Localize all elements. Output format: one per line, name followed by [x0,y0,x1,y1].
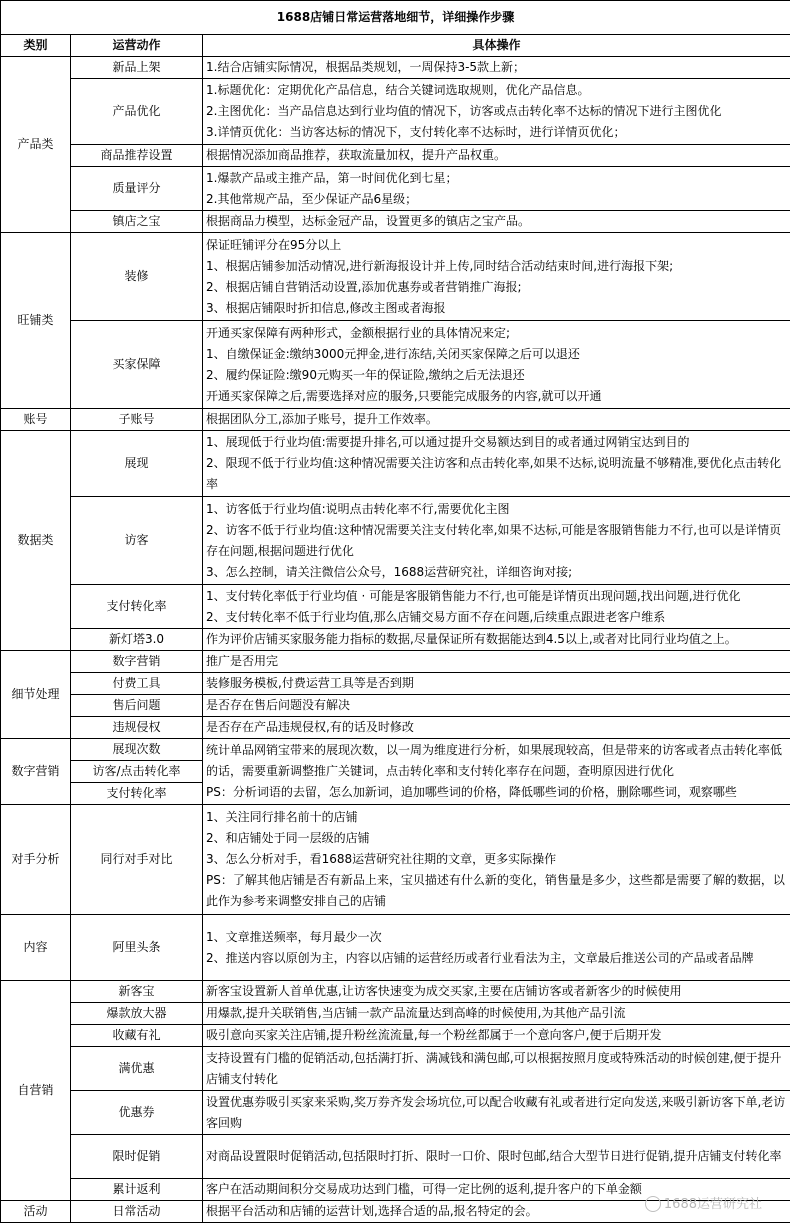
detail-line: 开通买家保障之后,需要选择对应的服务,只要能完成服务的内容,就可以开通 [206,388,602,403]
table-row [1,233,790,321]
category-cell: 自营销 [1,981,71,1201]
category-cell: 旺铺类 [1,233,71,409]
detail-line: 3、怎么分析对手，看1688运营研究社往期的文章，更多实际操作 [206,852,557,866]
detail-cell [203,233,790,321]
detail-cell [203,1025,790,1047]
watermark [645,1193,762,1213]
detail-cell [203,497,790,585]
category-cell: 产品类 [1,57,71,233]
detail-line: 用爆款,提升关联销售,当店铺一款产品流量达到高峰的时候使用,为其他产品引流 [206,1006,626,1020]
table-row [1,629,790,651]
detail-line: 2、履约保证险:缴90元购买一年的保证险,缴纳之后无法退还 [206,367,525,382]
action-cell: 优惠券 [71,1091,203,1135]
detail-line: 根据商品力模型，达标金冠产品，设置更多的镇店之宝产品。 [206,214,531,228]
action-cell: 爆款放大器 [71,1003,203,1025]
detail-line: 对商品设置限时促销活动,包括限时打折、限时一口价、限时包邮,结合大型节日进行促销,提升店铺支付转化率 [206,1149,782,1163]
action-cell: 镇店之宝 [71,211,203,233]
detail-line: 是否存在产品违规侵权,有的话及时修改 [206,720,414,734]
action-cell: 付费工具 [71,673,203,695]
table-row [1,145,790,167]
detail-line: 1.爆款产品或主推产品，第一时间优化到七星； [206,170,458,185]
watermark-text: 1688运营研究社 [663,1196,762,1212]
detail-line: 2、推送内容以原创为主，内容以店铺的运营经历或者行业看法为主，文章最后推送公司的产品或者品牌 [206,950,754,965]
action-cell: 同行对手对比 [71,805,203,915]
title-row [1,1,790,35]
detail-line: 根据团队分工,添加子账号，提升工作效率。 [206,412,438,426]
detail-line: 1、访客低于行业均值:说明点击转化率不行,需要优化主图 [206,501,510,516]
table-row [1,57,790,79]
table-row [1,1025,790,1047]
detail-line: 3、根据店铺限时折扣信息,修改主图或者海报 [206,300,446,315]
table-row [1,981,790,1003]
action-cell: 支付转化率 [71,585,203,629]
detail-cell [203,629,790,651]
table-row [1,585,790,629]
detail-line: 1、支付转化率低于行业均值 · 可能是客服销售能力不行,也可能是详情页出现问题,找出问题,进行优化 [206,588,741,603]
detail-line: 3、怎么控制，请关注微信公众号，1688运营研究社，详细咨询对接; [206,564,573,579]
category-cell: 账号 [1,409,71,431]
table-row [1,651,790,673]
detail-line: PS：分析词语的去留，怎么加新词，追加哪些词的价格，降低哪些词的价格，删除哪些词，观察哪些 [206,785,737,799]
detail-line: 3.详情页优化：当访客达标的情况下，支付转化率不达标时，进行详情页优化； [206,125,626,139]
action-cell: 商品推荐设置 [71,145,203,167]
detail-line: 2、限现不低于行业均值:这种情况需要关注访客和点击转化率,如果不达标,说明流量不够精准,要优化点击转化率 [206,456,782,491]
action-cell: 满优惠 [71,1047,203,1091]
category-cell: 内容 [1,915,71,981]
table-row [1,1091,790,1135]
detail-cell [203,409,790,431]
detail-cell [203,79,790,145]
detail-line: 新客宝设置新人首单优惠,让访客快速变为成交买家,主要在店铺访客或者新客少的时候使用 [206,984,682,998]
action-cell: 子账号 [71,409,203,431]
category-cell: 数据类 [1,431,71,651]
table-row [1,211,790,233]
table-row [1,673,790,695]
detail-line: 开通买家保障有两种形式，金额根据行业的具体情况来定; [206,325,511,340]
category-cell: 数字营销 [1,739,71,805]
category-cell: 细节处理 [1,651,71,739]
header-row [1,35,790,57]
detail-line: PS：了解其他店铺是否有新品上来，宝贝描述有什么新的变化，销售量是多少，这些都是需要了解的数据，以此作为参考来调整安排自己的店铺 [206,873,785,908]
detail-cell [203,717,790,739]
detail-line: 支持设置有门槛的促销活动,包括满打折、满减钱和满包邮,可以根据按照月度或特殊活动的时候创建,便于提升店铺支付转化 [206,1050,782,1086]
action-cell: 装修 [71,233,203,321]
action-cell: 买家保障 [71,321,203,409]
detail-line: 是否存在售后问题没有解决 [206,698,351,712]
detail-cell [203,211,790,233]
detail-line: 保证旺铺评分在95分以上 [206,237,342,252]
detail-line: 吸引意向买家关注店铺,提升粉丝流流量,每一个粉丝都属于一个意向客户,便于后期开发 [206,1028,662,1042]
detail-cell [203,739,790,805]
action-cell: 阿里头条 [71,915,203,981]
detail-line: 2、和店铺处于同一层级的店铺 [206,831,370,845]
detail-cell [203,651,790,673]
detail-line: 1.标题优化：定期优化产品信息，结合关键词选取规则，优化产品信息。 [206,83,590,97]
action-cell: 限时促销 [71,1135,203,1179]
table-row [1,739,790,761]
action-cell: 展现次数 [71,739,203,761]
detail-line: 1、根据店铺参加活动情况,进行新海报设计并上传,同时结合活动结束时间,进行海报下架; [206,258,674,273]
table-row [1,1047,790,1091]
action-cell: 质量评分 [71,167,203,211]
detail-cell [203,1091,790,1135]
table-row [1,321,790,409]
detail-cell [203,805,790,915]
action-cell: 日常活动 [71,1201,203,1223]
detail-cell [203,1047,790,1091]
table-row [1,497,790,585]
table-row [1,167,790,211]
detail-cell [203,1135,790,1179]
detail-line: 2、支付转化率不低于行业均值,那么店铺交易方面不存在问题,后续重点跟进老客户维系 [206,609,666,624]
action-cell: 违规侵权 [71,717,203,739]
action-cell: 展现 [71,431,203,497]
action-cell: 收藏有礼 [71,1025,203,1047]
detail-line: 1、文章推送频率，每月最少一次 [206,929,382,944]
detail-cell [203,695,790,717]
action-cell: 产品优化 [71,79,203,145]
detail-line: 设置优惠券吸引买家来采购,奖万券齐发会场坑位,可以配合收藏有礼或者进行定向发送,来吸引新访客下单,老访客回购 [206,1094,786,1130]
detail-cell [203,431,790,497]
detail-line: 2、根据店铺自营销活动设置,添加优惠券或者营销推广海报; [206,279,522,294]
detail-line: 客户在活动期间积分交易成功达到门槛，可得一定比例的返利,提升客户的下单金额 [206,1182,642,1196]
category-cell: 活动 [1,1201,71,1223]
detail-cell [203,167,790,211]
detail-cell [203,1003,790,1025]
action-cell: 访客 [71,497,203,585]
detail-line: 作为评价店铺买家服务能力指标的数据,尽量保证所有数据能达到4.5以上,或者对比同行业均值之上。 [206,632,737,646]
action-cell: 访客/点击转化率 [71,761,203,783]
detail-line: 1、关注同行排名前十的店铺 [206,810,358,824]
category-cell: 对手分析 [1,805,71,915]
detail-line: 1.结合店铺实际情况，根据品类规划，一周保持3-5款上新； [206,60,526,74]
table-row [1,1003,790,1025]
table-row [1,409,790,431]
action-cell: 售后问题 [71,695,203,717]
detail-line: 1、展现低于行业均值:需要提升排名,可以通过提升交易额达到目的或者通过网销宝达到目的 [206,435,690,449]
table-row [1,79,790,145]
detail-cell [203,57,790,79]
header-detail: 具体操作 [203,35,790,57]
table-row [1,805,790,915]
detail-cell [203,673,790,695]
detail-cell [203,321,790,409]
detail-line: 推广是否用完 [206,654,279,668]
detail-cell [203,585,790,629]
action-cell: 累计返利 [71,1179,203,1201]
header-category: 类别 [1,35,71,57]
header-action: 运营动作 [71,35,203,57]
detail-line: 2.其他常规产品，至少保证产品6星级； [206,191,418,206]
detail-line: 统计单品网销宝带来的展现次数，以一周为维度进行分析，如果展现较高，但是带来的访客或者点击转化率低的话，需要重新调整推广关键词，点击转化率和支付转化率存在问题，查明原因进行优化 [206,743,783,778]
detail-cell [203,915,790,981]
action-cell: 数字营销 [71,651,203,673]
action-cell: 新品上架 [71,57,203,79]
table-row [1,431,790,497]
detail-cell [203,981,790,1003]
table-row [1,717,790,739]
table-row [1,1135,790,1179]
action-cell: 支付转化率 [71,783,203,805]
detail-line: 2、访客不低于行业均值:这种情况需要关注支付转化率,如果不达标,可能是客服销售能力不行,也可以是详情页存在问题,根据问题进行优化 [206,522,782,558]
wechat-icon [645,1196,661,1212]
detail-line: 2.主图优化：当产品信息达到行业均值的情况下，访客或点击转化率不达标的情况下进行主图优化 [206,104,722,118]
detail-line: 装修服务模板,付费运营工具等是否到期 [206,676,414,690]
page-title: 1688店铺日常运营落地细节，详细操作步骤 [1,1,790,35]
detail-line: 1、自缴保证金:缴纳3000元押金,进行冻结,关闭买家保障之后可以退还 [206,346,580,361]
table-row [1,695,790,717]
action-cell: 新客宝 [71,981,203,1003]
detail-line: 根据情况添加商品推荐，获取流量加权，提升产品权重。 [206,148,507,162]
detail-cell [203,145,790,167]
table-row [1,915,790,981]
action-cell: 新灯塔3.0 [71,629,203,651]
detail-line: 根据平台活动和店铺的运营计划,选择合适的品,报名特定的会。 [206,1204,538,1218]
